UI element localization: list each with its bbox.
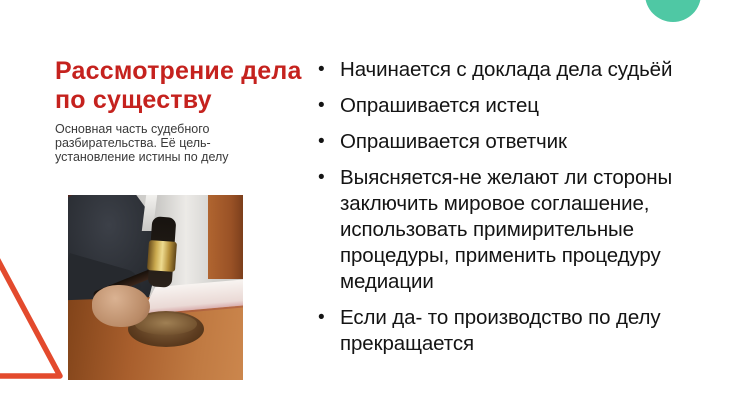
- bullet-dot: •: [318, 167, 325, 188]
- bullet-text: Опрашивается истец: [340, 94, 539, 117]
- bullet-text: Опрашивается ответчик: [340, 130, 567, 153]
- bullet-text: Начинается с доклада дела судьёй: [340, 58, 673, 81]
- bullet-text: Если да- то производство по делу прекращается: [340, 306, 661, 355]
- red-triangle-decoration: [0, 238, 75, 420]
- bullet-dot: •: [318, 307, 325, 328]
- bullet-dot: •: [318, 59, 325, 80]
- subtitle-text: Основная часть судебного разбирательства. Её цель- установление истины по делу: [55, 122, 229, 165]
- bullet-item: [318, 129, 700, 155]
- bullet-item: [318, 57, 700, 83]
- bullet-list: [318, 57, 700, 367]
- teal-circle-decoration: [645, 0, 701, 22]
- bullet-dot: •: [318, 95, 325, 116]
- photo-gavel-brass-band: [147, 240, 177, 272]
- page-title: Рассмотрение дела по существу: [55, 57, 302, 115]
- bullet-item: [318, 93, 700, 119]
- bullet-item: [318, 165, 700, 295]
- photo-hand-fist: [92, 285, 150, 327]
- bullet-dot: •: [318, 131, 325, 152]
- bullet-text: Выясняется-не желают ли стороны заключить мировое соглашение, использовать примирительные процедуры, применить процедуру медиации: [340, 166, 673, 293]
- triangle-outline-icon: [0, 238, 75, 420]
- judge-gavel-photo: [68, 195, 243, 380]
- photo-wood-panel: [208, 195, 243, 279]
- bullet-item: [318, 305, 700, 357]
